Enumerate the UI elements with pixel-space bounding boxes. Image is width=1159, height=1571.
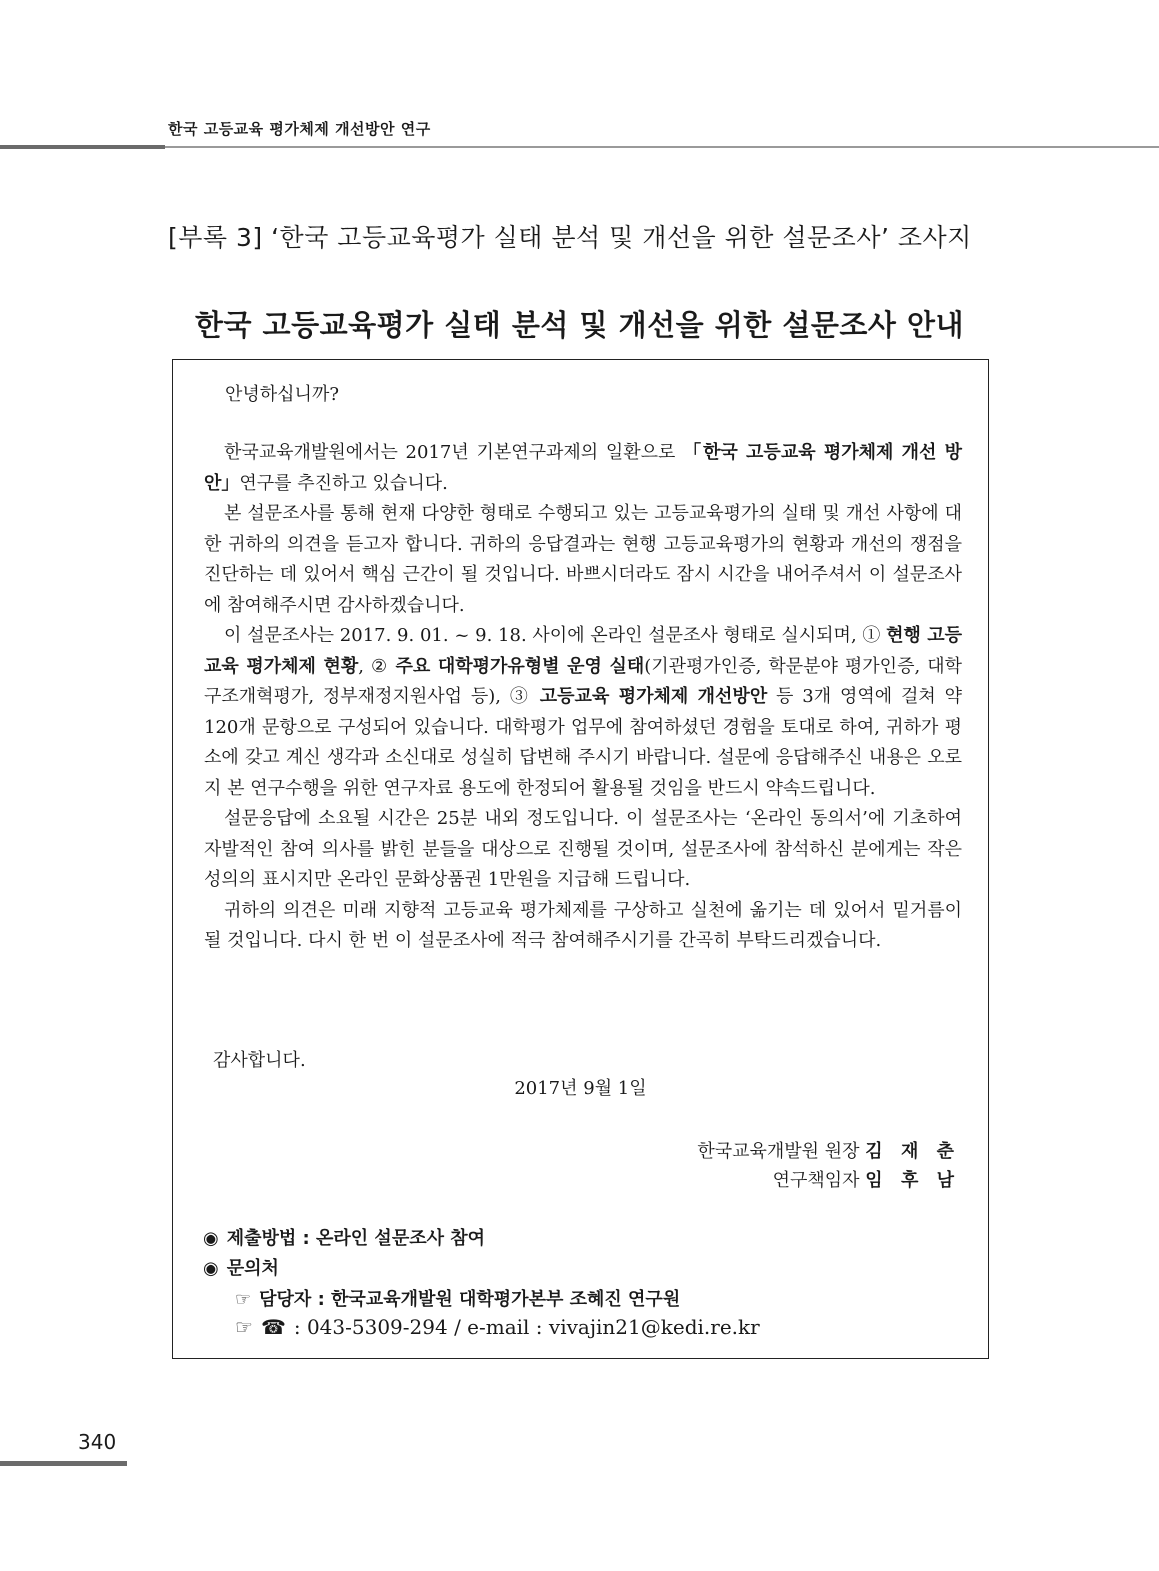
paragraph-5: 귀하의 의견은 미래 지향적 고등교육 평가체제를 구상하고 실천에 옮기는 데 있어서 밑거름이 될 것입니다. 다시 한 번 이 설문조사에 적극 참여해주시기를 간곡히 부탁드리겠습니다.: [204, 899, 962, 951]
signer1-title: 한국교육개발원 원장: [697, 1141, 860, 1162]
paragraph-3-c: , ②: [358, 655, 396, 677]
area-3: 고등교육 평가체제 개선방안: [539, 686, 768, 707]
signer1-name: 김 재 춘: [865, 1141, 960, 1162]
letter-date: 2017년 9월 1일: [514, 1078, 647, 1099]
header-rule-dark: [0, 145, 165, 149]
bullet-icon: ◉: [203, 1228, 219, 1249]
submission-method: [203, 1224, 485, 1250]
greeting: 안녕하십니까?: [225, 384, 339, 405]
signature-researcher: [773, 1166, 960, 1192]
footer-rule: [0, 1461, 127, 1466]
paragraph-1-c: 연구를 추진하고 있습니다.: [239, 472, 448, 494]
paragraph-3-e: (기관평가인증, 학문분야 평가인증, 대학구조개혁평가, 정부재정지원사업 등), ③: [204, 655, 962, 707]
notice-title: 한국 고등교육평가 실태 분석 및 개선을 위한 설문조사 안내: [194, 308, 965, 342]
running-head: 한국 고등교육 평가체제 개선방안 연구: [168, 120, 431, 138]
area-2: 주요 대학평가유형별 운영 실태: [395, 655, 645, 677]
pointing-hand-icon: ☞: [235, 1289, 252, 1310]
area-1: 현행 고등교육 평가체제 현황: [204, 625, 962, 677]
letter-body: [204, 438, 962, 957]
phone-icon: ☎: [260, 1315, 286, 1339]
header-rule-light: [165, 146, 1159, 148]
paragraph-1: [204, 438, 962, 499]
paragraph-3: [204, 621, 962, 804]
page-number: 340: [78, 1430, 117, 1454]
paragraph-2: 본 설문조사를 통해 현재 다양한 형태로 수행되고 있는 고등교육평가의 실태 및 개선 사항에 대한 귀하의 의견을 듣고자 합니다. 귀하의 응답결과는 현행 고등교육평가의 현황과 개선의 쟁점을 진단하는 데 있어서 핵심 근간이 될 것입니다. 바쁘시더라도 잠시 시간을 내어주셔서 이 설문조사에 참여해주시면 감사하겠습니다.: [204, 503, 962, 616]
signer2-name: 임 후 남: [865, 1170, 960, 1191]
contact-person: [235, 1285, 680, 1311]
contact-heading-text: 문의처: [226, 1258, 279, 1279]
signature-president: [697, 1137, 960, 1163]
paragraph-3-g: 등 3개 영역에 걸쳐 약 120개 문항으로 구성되어 있습니다. 대학평가 업무에 참여하셨던 경험을 토대로 하여, 귀하가 평소에 갖고 계신 생각과 소신대로 성실히 답변해 주시기 바랍니다. 설문에 응답해주신 내용은 오로지 본 연구수행을 위한 연구자료 용도에 한정되어 활용될 것임을 반드시 약속드립니다.: [204, 686, 962, 799]
paragraph-4: 설문응답에 소요될 시간은 25분 내외 정도입니다. 이 설문조사는 ‘온라인 동의서’에 기초하여 자발적인 참여 의사를 밝힌 분들을 대상으로 진행될 것이며, 설문조사에 참석하신 분에게는 작은 성의의 표시지만 온라인 문화상품권 1만원을 지급해 드립니다.: [204, 808, 962, 890]
contact-phone-text: : 043-5309-294 / e-mail : vivajin21@kedi.re.kr: [293, 1315, 760, 1339]
closing-thanks: 감사합니다.: [213, 1050, 306, 1071]
bullet-icon: ◉: [203, 1258, 219, 1279]
letter-box: [172, 359, 989, 1359]
paragraph-1-a: 한국교육개발원에서는 2017년 기본연구과제의 일환으로: [224, 442, 684, 463]
project-title: 「한국 고등교육 평가체제 개선 방안」: [204, 442, 962, 494]
signer2-title: 연구책임자: [772, 1170, 860, 1191]
paragraph-3-a: 이 설문조사는 2017. 9. 01. ~ 9. 18. 사이에 온라인 설문조사 형태로 실시되며, ①: [224, 625, 887, 646]
pointing-hand-icon: ☞: [235, 1315, 253, 1339]
contact-person-text: 담당자 : 한국교육개발원 대학평가본부 조혜진 연구원: [259, 1289, 681, 1310]
appendix-title: [부록 3] ‘한국 고등교육평가 실태 분석 및 개선을 위한 설문조사’ 조사지: [168, 223, 972, 252]
contact-heading: [203, 1254, 279, 1280]
contact-phone-email: [235, 1315, 760, 1339]
submission-text: 제출방법 : 온라인 설문조사 참여: [226, 1228, 486, 1249]
